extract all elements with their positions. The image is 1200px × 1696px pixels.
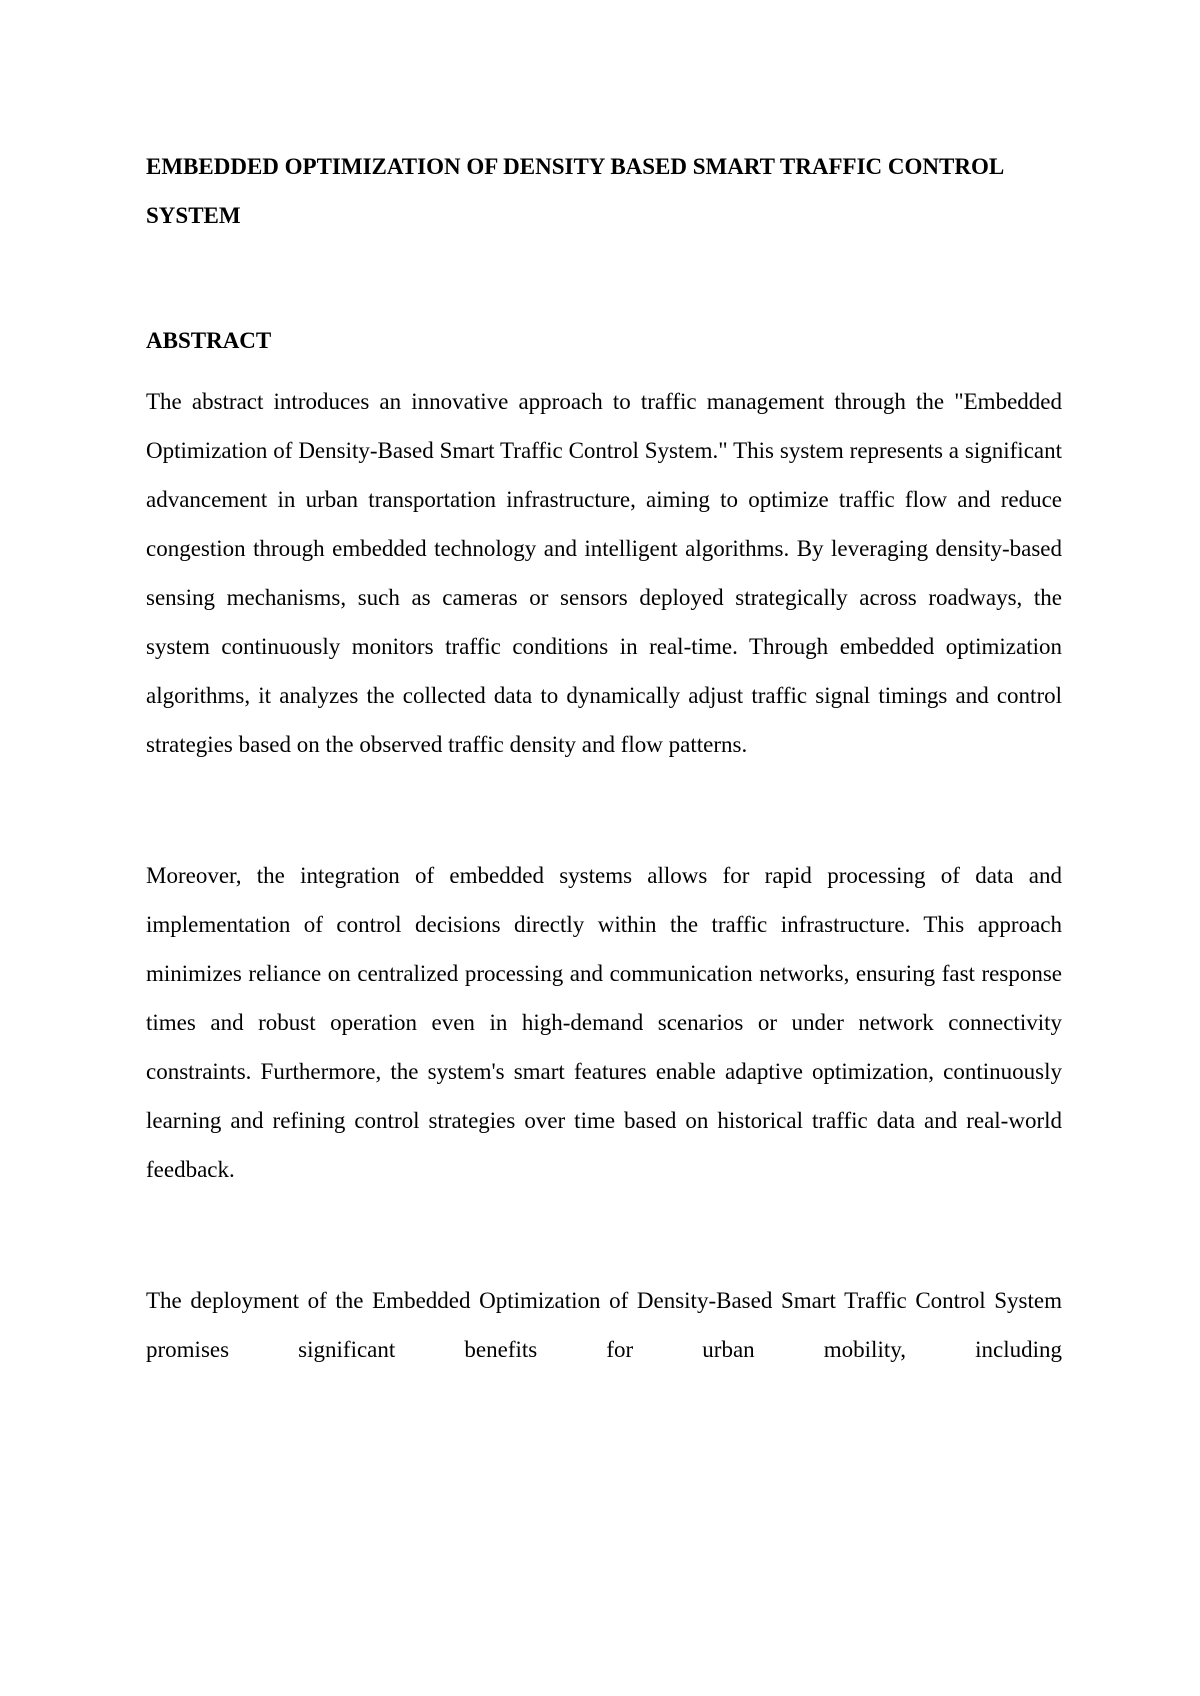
document-title: EMBEDDED OPTIMIZATION OF DENSITY BASED SMART TRAFFIC CONTROL SYSTEM xyxy=(146,154,1003,228)
document-body xyxy=(146,142,1062,1374)
abstract-paragraph-2: Moreover, the integration of embedded systems allows for rapid processing of data and implementation of control decisions directly within the traffic infrastructure. This approach minimizes reliance on centralized processing and communication networks, ensuring fast response times and robust operation even in high-demand scenarios or under network connectivity constraints. Furthermore, the system's smart features enable adaptive optimization, continuously learning and refining control strategies over time based on historical traffic data and real-world feedback. xyxy=(146,863,1062,1182)
abstract-heading: ABSTRACT xyxy=(146,328,272,353)
abstract-paragraph-1: The abstract introduces an innovative approach to traffic management through the "Embedded Optimization of Density-Based Smart Traffic Control System." This system represents a significant advancement in urban transportation infrastructure, aiming to optimize traffic flow and reduce congestion through embedded technology and intelligent algorithms. By leveraging density-based sensing mechanisms, such as cameras or sensors deployed strategically across roadways, the system continuously monitors traffic conditions in real-time. Through embedded optimization algorithms, it analyzes the collected data to dynamically adjust traffic signal timings and control strategies based on the observed traffic density and flow patterns. xyxy=(146,389,1062,757)
abstract-paragraph-3: The deployment of the Embedded Optimization of Density-Based Smart Traffic Control System promises significant benefits for urban mobility, including xyxy=(146,1288,1062,1362)
